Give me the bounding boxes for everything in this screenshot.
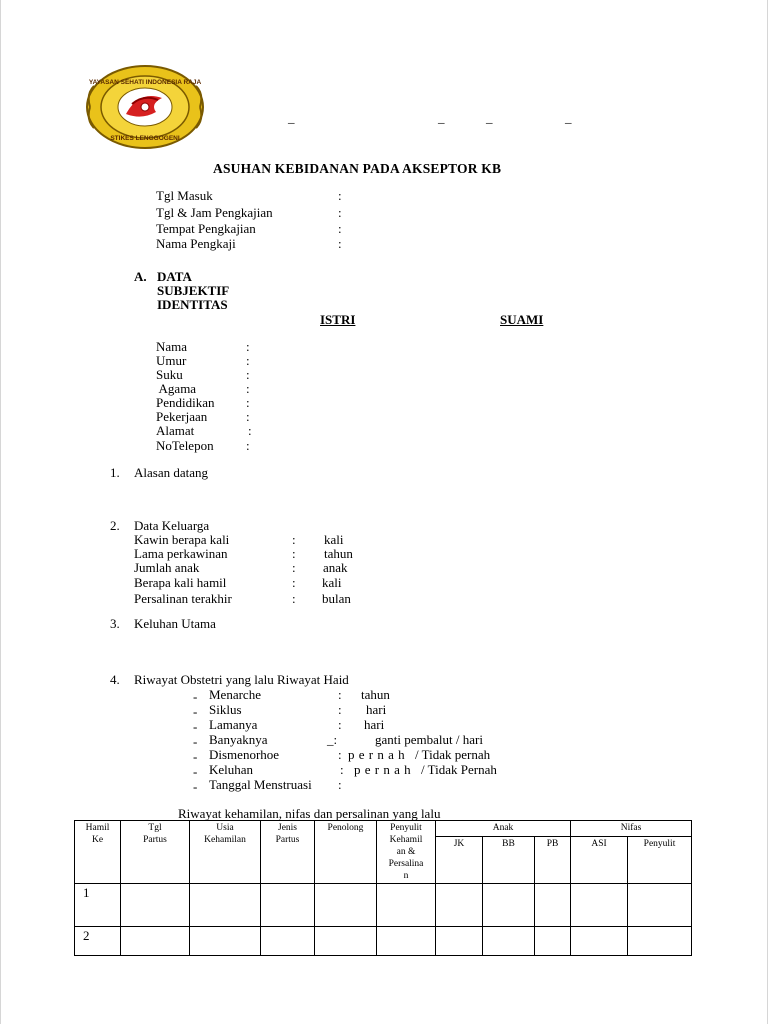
table-cell[interactable] bbox=[483, 927, 535, 956]
family-unit: kali bbox=[324, 532, 344, 547]
menstrual-label: Menarche bbox=[209, 687, 261, 702]
item-number: 1. bbox=[110, 465, 120, 480]
menstrual-value: p e r n a h bbox=[354, 762, 412, 777]
menstrual-label: Tanggal Menstruasi bbox=[209, 777, 312, 792]
header-hamil-ke: Hamil Ke bbox=[75, 821, 121, 884]
identity-label: Suku bbox=[156, 367, 183, 382]
header-penyulit: Penyulit Kehamil an & Persalina n bbox=[377, 821, 436, 884]
identity-label: Alamat bbox=[156, 423, 195, 438]
family-unit: anak bbox=[323, 560, 348, 575]
menstrual-value: tahun bbox=[361, 687, 390, 702]
family-unit: kali bbox=[322, 575, 342, 590]
header-jenis-partus: Jenis Partus bbox=[261, 821, 315, 884]
table-cell[interactable] bbox=[315, 927, 377, 956]
row-number: 2 bbox=[75, 927, 121, 956]
intake-label: Nama Pengkaji bbox=[156, 236, 236, 251]
menstrual-sep: _: bbox=[327, 732, 338, 747]
column-suami: SUAMI bbox=[500, 312, 544, 327]
header-mark: _ bbox=[288, 110, 295, 125]
intake-label: Tgl Masuk bbox=[156, 188, 213, 203]
section-a-marker: A. bbox=[134, 269, 147, 284]
menstrual-label: Keluhan bbox=[209, 762, 254, 777]
header-usia-kehamilan: Usia Kehamilan bbox=[190, 821, 261, 884]
column-istri: ISTRI bbox=[320, 312, 356, 327]
menstrual-sep: : bbox=[338, 702, 342, 717]
header-penyulit-nifas: Penyulit bbox=[628, 836, 692, 883]
table-cell[interactable] bbox=[535, 884, 571, 927]
header-pb: PB bbox=[535, 836, 571, 883]
header-bb: BB bbox=[483, 836, 535, 883]
item-number: 2. bbox=[110, 518, 120, 533]
menstrual-label: Lamanya bbox=[209, 717, 258, 732]
table-cell[interactable] bbox=[483, 884, 535, 927]
table-cell[interactable] bbox=[121, 884, 190, 927]
menstrual-sep: : bbox=[338, 717, 342, 732]
identity-label: Nama bbox=[156, 339, 188, 354]
item-label: Alasan datang bbox=[134, 465, 209, 480]
table-cell[interactable] bbox=[436, 927, 483, 956]
table-cell[interactable] bbox=[571, 884, 628, 927]
pregnancy-history-table bbox=[74, 820, 692, 956]
table-cell[interactable] bbox=[628, 884, 692, 927]
header-anak: Anak bbox=[436, 821, 571, 837]
table-row bbox=[75, 884, 692, 927]
intake-label: Tgl & Jam Pengkajian bbox=[156, 205, 273, 220]
family-sep: : bbox=[292, 575, 296, 590]
family-sep: : bbox=[292, 546, 296, 561]
item-label: Data Keluarga bbox=[134, 518, 210, 533]
bullet: - bbox=[193, 719, 198, 734]
table-cell[interactable] bbox=[571, 927, 628, 956]
bullet: - bbox=[193, 779, 198, 794]
bullet: - bbox=[193, 764, 198, 779]
menstrual-label: Banyaknya bbox=[209, 732, 268, 747]
header-mark: _ bbox=[565, 110, 572, 125]
table-cell[interactable] bbox=[535, 927, 571, 956]
family-label: Berapa kali hamil bbox=[134, 575, 227, 590]
family-unit: tahun bbox=[324, 546, 353, 561]
identity-sep: : bbox=[246, 409, 250, 424]
document-title: ASUHAN KEBIDANAN PADA AKSEPTOR KB bbox=[213, 161, 502, 176]
header-penolong: Penolong bbox=[315, 821, 377, 884]
menstrual-sep: : bbox=[338, 747, 342, 762]
identity-label: Umur bbox=[156, 353, 187, 368]
identity-sep: : bbox=[248, 423, 252, 438]
item-label: Riwayat Obstetri yang lalu Riwayat Haid bbox=[134, 672, 349, 687]
svg-text:YAYASAN SEHATI INDONESIA RAJA: YAYASAN SEHATI INDONESIA RAJA bbox=[88, 79, 202, 86]
identity-sep: : bbox=[246, 395, 250, 410]
intake-sep: : bbox=[338, 221, 342, 236]
menstrual-value: ganti pembalut / hari bbox=[375, 732, 483, 747]
menstrual-sep: : bbox=[340, 762, 344, 777]
menstrual-value: p e r n a h bbox=[348, 747, 406, 762]
identity-sep: : bbox=[246, 353, 250, 368]
header-nifas: Nifas bbox=[571, 821, 692, 837]
table-cell[interactable] bbox=[315, 884, 377, 927]
table-cell[interactable] bbox=[436, 884, 483, 927]
identity-sep: : bbox=[246, 438, 250, 453]
bullet: - bbox=[193, 689, 198, 704]
menstrual-value: hari bbox=[364, 717, 385, 732]
family-label: Persalinan terakhir bbox=[134, 591, 232, 606]
identity-label: NoTelepon bbox=[156, 438, 214, 453]
table-cell[interactable] bbox=[377, 884, 436, 927]
identity-label: Agama bbox=[156, 381, 197, 396]
menstrual-sep: : bbox=[338, 777, 342, 792]
family-sep: : bbox=[292, 591, 296, 606]
table-cell[interactable] bbox=[190, 927, 261, 956]
table-row bbox=[75, 927, 692, 956]
family-label: Kawin berapa kali bbox=[134, 532, 230, 547]
table-cell[interactable] bbox=[628, 927, 692, 956]
bullet: - bbox=[193, 704, 198, 719]
section-a-line: IDENTITAS bbox=[157, 297, 228, 312]
header-tgl-partus: Tgl Partus bbox=[121, 821, 190, 884]
menstrual-sep: : bbox=[338, 687, 342, 702]
table-caption: Riwayat kehamilan, nifas dan persalinan yang lalu bbox=[178, 806, 441, 821]
menstrual-value: / Tidak Pernah bbox=[421, 762, 497, 777]
intake-sep: : bbox=[338, 205, 342, 220]
institution-seal-icon bbox=[84, 64, 206, 150]
menstrual-label: Siklus bbox=[209, 702, 242, 717]
header-mark: _ bbox=[486, 110, 493, 125]
header-jk: JK bbox=[436, 836, 483, 883]
family-unit: bulan bbox=[322, 591, 351, 606]
table-cell[interactable] bbox=[377, 927, 436, 956]
identity-label: Pendidikan bbox=[156, 395, 215, 410]
item-number: 4. bbox=[110, 672, 120, 687]
table-cell[interactable] bbox=[121, 927, 190, 956]
family-label: Lama perkawinan bbox=[134, 546, 228, 561]
identity-sep: : bbox=[246, 339, 250, 354]
item-label: Keluhan Utama bbox=[134, 616, 216, 631]
family-sep: : bbox=[292, 560, 296, 575]
table-cell[interactable] bbox=[261, 927, 315, 956]
menstrual-value: / Tidak pernah bbox=[415, 747, 491, 762]
identity-sep: : bbox=[246, 381, 250, 396]
intake-sep: : bbox=[338, 188, 342, 203]
bullet: - bbox=[193, 734, 198, 749]
identity-label: Pekerjaan bbox=[156, 409, 208, 424]
section-a-line: DATA bbox=[157, 269, 192, 284]
svg-text:STIKES LENGGOGENI: STIKES LENGGOGENI bbox=[110, 135, 180, 142]
header-asi: ASI bbox=[571, 836, 628, 883]
intake-label: Tempat Pengkajian bbox=[156, 221, 256, 236]
family-sep: : bbox=[292, 532, 296, 547]
row-number: 1 bbox=[75, 884, 121, 927]
table-cell[interactable] bbox=[190, 884, 261, 927]
menstrual-value: hari bbox=[366, 702, 387, 717]
header-mark: _ bbox=[438, 110, 445, 125]
bullet: - bbox=[193, 749, 198, 764]
intake-sep: : bbox=[338, 236, 342, 251]
table-cell[interactable] bbox=[261, 884, 315, 927]
identity-sep: : bbox=[246, 367, 250, 382]
section-a-line: SUBJEKTIF bbox=[157, 283, 230, 298]
item-number: 3. bbox=[110, 616, 120, 631]
family-label: Jumlah anak bbox=[134, 560, 200, 575]
menstrual-label: Dismenorhoe bbox=[209, 747, 280, 762]
